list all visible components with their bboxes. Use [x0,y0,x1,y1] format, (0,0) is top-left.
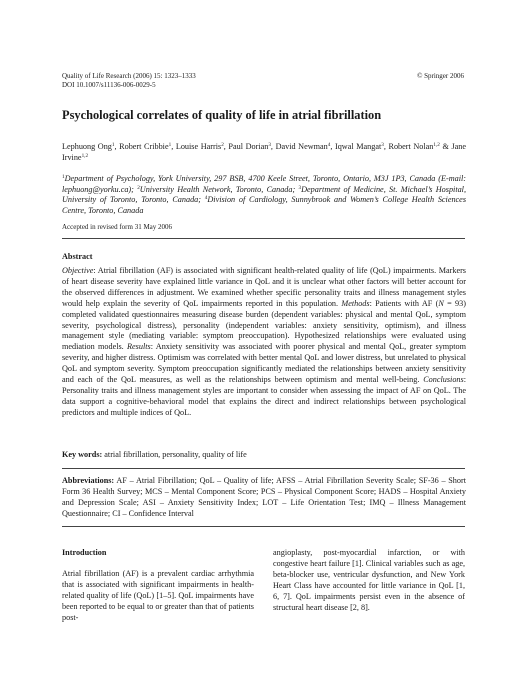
author-affiliation-mark: 2 [221,142,224,148]
journal-citation: Quality of Life Research (2006) 15: 1323–1333 [62,72,196,80]
introduction-paragraph-continued: angioplasty, post-myocardial infarction, or with congestive heart failure [1]. Clinical variables such as age, beta-blocker use, ventricular dysfunction, and New York Heart Class have accounted for little variance in QoL [1, 6, 7]. QoL impairments persist even in the absence of structural heart disease [2, 8]. [273,548,465,612]
author-name: , Paul Dorian [223,142,269,151]
author-affiliation-mark: 3 [381,142,384,148]
abstract-sample-symbol: N [438,298,444,308]
author-affiliation-mark: 1 [168,142,172,148]
author-affiliation-mark: 1 [111,142,115,148]
abstract-body [62,266,466,419]
author-affiliation-mark: 1,2 [433,142,440,148]
author-name: , Robert Cribbie [114,142,169,151]
affiliation-text: Department of Psychology, York University, 297 BSB, 4700 Keele Street, Toronto, Ontario, M3J 1P3, Canada (E-mail: lephuong@yorku.ca); [62,174,466,194]
affiliation-text: University Health Network, Toronto, Canada; [139,184,299,194]
author-name: , David Newman [270,142,328,151]
affiliations [62,174,466,216]
running-header [62,72,464,89]
abstract-objective-text: : Atrial fibrillation (AF) is associated with significant health-related quality of life (QoL) impairments. Markers of heart disease severity have explained little variance in QoL and it is unclear what other factors will better account for the observed differences in adjustment. We examined whether specific personality traits and illness management styles would help explain the severity of QoL impairments reported in this population. [62,266,466,308]
accepted-date: Accepted in revised form 31 May 2006 [62,223,173,231]
doi: DOI 10.1007/s11136-006-0029-5 [62,80,156,89]
affiliation-text: Division of Cardiology, Sunnybrook and Women’s College Health Sciences Centre, Toronto, Canada [62,195,467,215]
abstract-objective-label: Objective [62,266,94,275]
abbreviations [62,476,466,520]
introduction-heading: Introduction [62,548,107,557]
abstract-methods-label: Methods [341,298,370,308]
introduction-paragraph: Atrial fibrillation (AF) is a prevalent cardiac arrhythmia that is associated with significant impairments in health-related quality of life (QoL) [1–5]. QoL impairments have been reported to be equal to or greater than that of patients post- [62,568,254,622]
keywords-text: atrial fibrillation, personality, quality of life [102,450,247,459]
abbreviations-text: AF – Atrial Fibrillation; QoL – Quality of life; AFSS – Atrial Fibrillation Severity Scale; SF-36 – Short Form 36 Health Survey; MCS – Mental Component Score; PCS – Physical Component Score; HADS – Hospital Anxiety and Depression Scale; ASI – Anxiety Sensitivity Index; LOT – Life Orientation Test; IMQ – Illness Management Questionnaire; CI – Confidence Interval [62,476,466,518]
affiliation-mark: 3 [298,184,302,191]
body-column-left [62,548,254,623]
abstract-results-text: : Anxiety sensitivity was associated with poorer physical and mental QoL, greater symptom severity, and higher distress. Optimism was correlated with better mental QoL and lower distress, but unrelated to physical QoL and symptom severity. Symptom preoccupation significantly mediated the relationships between anxiety sensitivity and each of the QoL measures, as well as the relationships between optimism and mental well-being. [62,342,466,385]
keywords-label: Key words: [62,450,103,459]
affiliation-mark: 2 [137,184,140,191]
author-name: , Louise Harris [171,142,222,151]
author-name: , Robert Nolan [383,142,434,151]
abstract-results-label: Results [127,342,151,352]
abstract-methods-text-cont: = 93) completed validated questionnaires measuring disease burden (dependent variables: physical and mental QoL, symptom severity, psychological distress), personality (independent variables: anxiety sensitivity, optimism), and illness management style (mediating variable: symptom preoccupation). Hypothesized relationships were evaluated using mediation models. [62,298,466,352]
affiliation-text: Department of Medicine, St. Michael’s Hospital, University of Toronto, Toronto, Canada; [62,184,467,205]
author-name: & Jane Irvine [62,142,466,162]
author-affiliation-mark: 4 [327,142,331,148]
affiliation-mark: 4 [204,195,208,202]
copyright-notice: © Springer 2006 [417,72,464,80]
author-name: , Iqwal Mangat [330,142,382,151]
abstract-conclusions-text: : Personality traits and illness management styles are important to consider when assessing the impact of AF on QoL. The data support a cognitive-behavioral model that explains the direct and indirect relationships between psychological predictors and multiple indices of QoL. [62,375,466,417]
author-affiliation-mark: 3 [268,142,271,148]
author-affiliation-mark: 1,2 [81,152,89,159]
abbreviations-label: Abbreviations: [62,476,115,485]
abstract-conclusions-label: Conclusions [423,375,464,385]
body-column-right [273,548,465,613]
affiliation-mark: 1 [62,174,65,180]
author-name: Lephuong Ong [62,142,112,151]
keywords [62,450,466,460]
section-divider [62,238,465,239]
author-list [62,142,466,163]
section-divider [62,526,465,527]
abstract-methods-text: : Patients with AF ( [369,298,439,308]
section-divider [62,468,465,469]
article-title: Psychological correlates of quality of life in atrial fibrillation [62,108,382,122]
abstract-heading: Abstract [62,252,93,261]
